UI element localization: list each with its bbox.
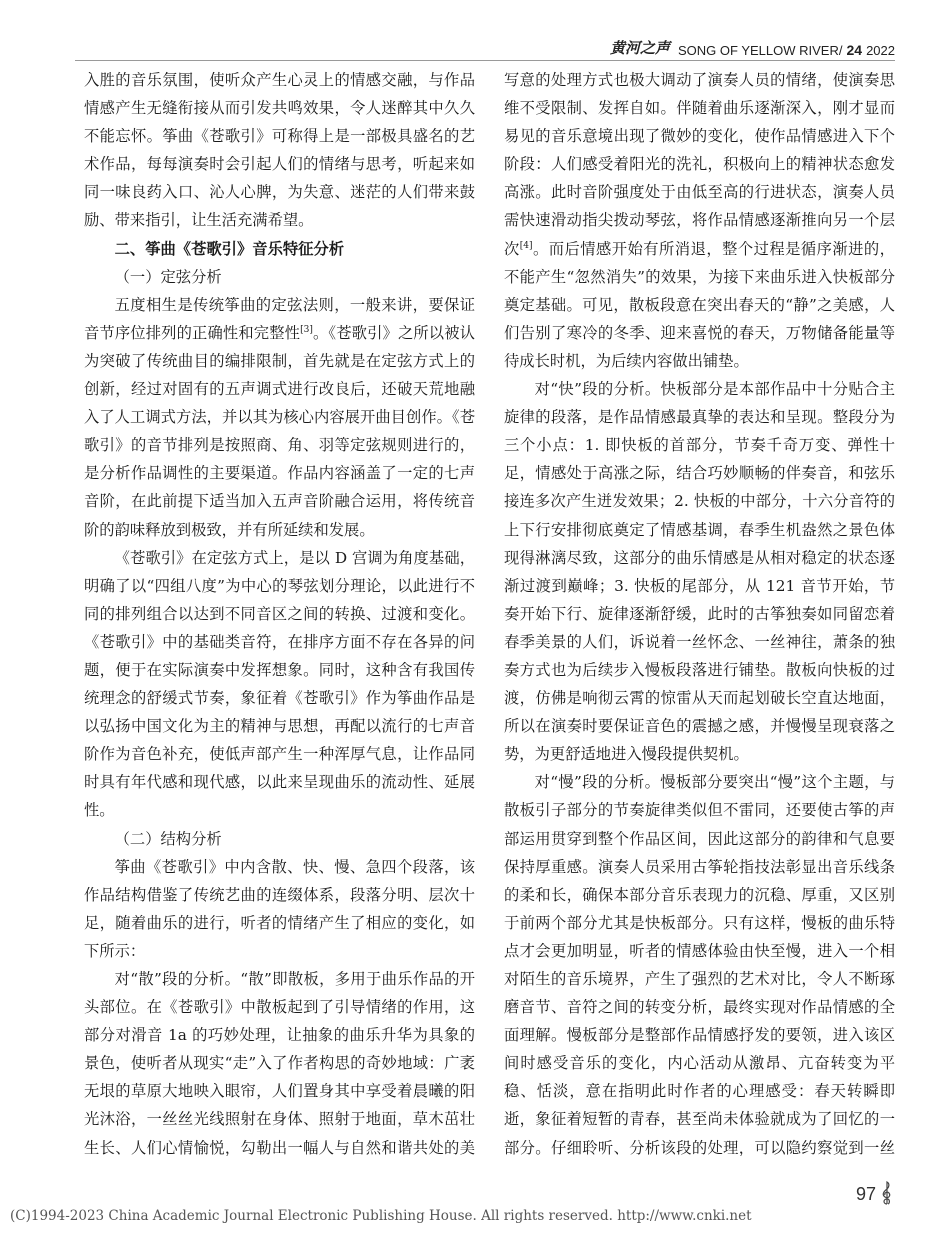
paragraph: 筝曲《苍歌引》中内含散、快、慢、急四个段落，该作品结构借鉴了传统艺曲的连缀体系，段落分明、层次十足，随着曲乐的进行，听者的情绪产生了相应的变化，如下所示： [84, 857, 475, 960]
page-number: 97 [856, 1184, 877, 1204]
issue-number: 24 [846, 42, 863, 58]
paragraph: 《苍歌引》在定弦方式上，是以 D 宫调为角度基础，明确了以“四组八度”为中心的琴弦划分理论，以此进行不同的排列组合以达到不同音区之间的转换、过渡和变化。《苍歌引》中的基础类音符，在排序方面不存在各异的问题，便于在实际演奏中发挥想象。同时，这种含有我国传统理念的舒缓式节奏，象征着《苍歌引》作为筝曲作品是以弘扬中国文化为主的精神与思想，再配以流行的七声音阶作为音色补充，使低声部产生一种浑厚气息，让作品同时具有年代感和现代感，以此来呈现曲乐的流动性、延展性。 [84, 548, 475, 820]
header-separator: / [838, 43, 843, 58]
paragraph: 入胜的音乐氛围，使听众产生心灵上的情感交融，与作品情感产生无缝衔接从而引发共鸣效果，令人迷醉其中久久不能忘怀。筝曲《苍歌引》可称得上是一部极具盛名的艺术作品，每每演奏时会引起人们的情绪与思考，听起来如同一味良药入口、沁人心脾，为失意、迷茫的人们带来鼓励、带来指引，让生活充满希望。 [84, 71, 475, 230]
paragraph: 对“慢”段的分析。慢板部分要突出“慢”这个主题，与散板引子部分的节奏旋律类似但不雷同，还要使古筝的声部运用贯穿到整个作品区间，因此这部分的韵律和气息要保持厚重感。演奏人员采用古筝轮指技法彰显出音乐线条的柔和长，确保本部分音乐表现力的沉稳、厚重，又区别于前两个部分尤其是快板部分。只有这样，慢板的曲乐特点才会更加明显，听者的情感体验由快至慢，进入一个相对陌生的音乐境界，产生了强烈的艺术对比，令人不断琢磨音节、音符之间的转变分析，最终实现对作品情感的全面理解。慢板部分是整部作品情感抒发的要领，进入该区间时感受音乐的变化，内心活动从激昂、亢奋转变为平稳、恬淡，意在指明此时作者的心理感受：春天转瞬即逝，象征着短暂的青春，甚至尚未体验就成为了回忆的一部分。仔细聆听、分析该段的处理，可以隐约察觉到一丝 [504, 773, 895, 1156]
publication-year: 2022 [866, 43, 895, 58]
citation-ref[interactable]: [3] [300, 324, 313, 335]
citation-ref[interactable]: [4] [519, 240, 533, 251]
journal-brand: 黄河之声 [610, 39, 671, 57]
paragraph: 对“散”段的分析。“散”即散板，多用于曲乐作品的开头部位。在《苍歌引》中散板起到了引导情绪的作用，这部分对滑音 1a 的巧妙处理，让抽象的曲乐升华为具象的景色，使听者从现实“走”入了作者构思的奇妙地域：广袤无垠的草原大地映入眼帘，人们置身其中享受着晨曦的阳光沐浴，一丝丝光线照射在身体、照射于地面，草木茁壮生长、人们心情愉悦，勾勒出一幅人与自然和谐共处的美 [84, 970, 475, 1156]
copyright-line: (C)1994-2023 China Academic Journal Electronic Publishing House. All rights reserved. http://www.cnki.net [10, 1208, 752, 1224]
journal-english-name: SONG OF YELLOW RIVER [678, 43, 839, 58]
page-footer [0, 1184, 950, 1230]
paragraph: 五度相生是传统筝曲的定弦法则，一般来讲，要保证音节序位排列的正确性和完整性[3]。《苍歌引》之所以被认为突破了传统曲目的编排限制，首先就是在定弦方式上的创新，经过对固有的五声调式进行改良后，还破天荒地融入了人工调式方法，并以其为核心内容展开曲目创作。《苍歌引》的音节排列是按照商、角、羽等定弦规则进行的，是分析作品调性的主要渠道。作品内容涵盖了一定的七声音阶，在此前提下适当加入五声音阶融合运用，将传统音阶的韵味释放到极致，并有所延续和发展。 [84, 295, 475, 539]
right-column [504, 66, 895, 1156]
running-header [75, 34, 895, 58]
paragraph: 对“快”段的分析。快板部分是本部作品中十分贴合主旋律的段落，是作品情感最真挚的表达和呈现。整段分为三个小点：1. 即快板的首部分，节奏千奇万变、弹性十足，情感处于高涨之际，结合巧妙顺畅的伴奏音，和弦乐接连多次产生迸发效果；2. 快板的中部分，十六分音符的上下行安排彻底奠定了情感基调，春季生机盎然之景色体现得淋漓尽致，这部分的曲乐情感是从相对稳定的状态逐渐过渡到巅峰；3. 快板的尾部分，从 121 音节开始，节奏开始下行、旋律逐渐舒缓，此时的古筝独奏如同留恋着春季美景的人们，诉说着一丝怀念、一丝神往，萧条的独奏方式也为后续步入慢板段落进行铺垫。散板向快板的过渡，仿佛是响彻云霄的惊雷从天而起划破长空直达地面，所以在演奏时要保证音色的震撼之感，并慢慢呈现衰落之势，为更舒适地进入慢段提供契机。 [504, 380, 895, 764]
paragraph: 写意的处理方式也极大调动了演奏人员的情绪，使演奏思维不受限制、发挥自如。伴随着曲乐逐渐深入，刚才显而易见的音乐意境出现了微妙的变化，使作品情感进入下个阶段：人们感受着阳光的洗礼，积极向上的精神状态愈发高涨。此时音阶强度处于由低至高的行进状态，演奏人员需快速滑动指尖拨动琴弦，将作品情感逐渐推向另一个层次[4]。而后情感开始有所消退，整个过程是循序渐进的，不能产生“忽然消失”的效果，为接下来曲乐进入快板部分奠定基础。可见，散板段意在突出春天的“静”之美感，人们告别了寒冷的冬季、迎来喜悦的春天，万物储备能量等待成长时机，为后续内容做出铺垫。 [504, 71, 895, 370]
section-heading: 二、筝曲《苍歌引》音乐特征分析 [114, 239, 345, 258]
treble-clef-icon [880, 1180, 894, 1206]
subsection-heading: （一）定弦分析 [114, 267, 222, 286]
header-divider [75, 60, 895, 61]
left-column [84, 66, 475, 1156]
subsection-heading: （二）结构分析 [114, 829, 222, 848]
